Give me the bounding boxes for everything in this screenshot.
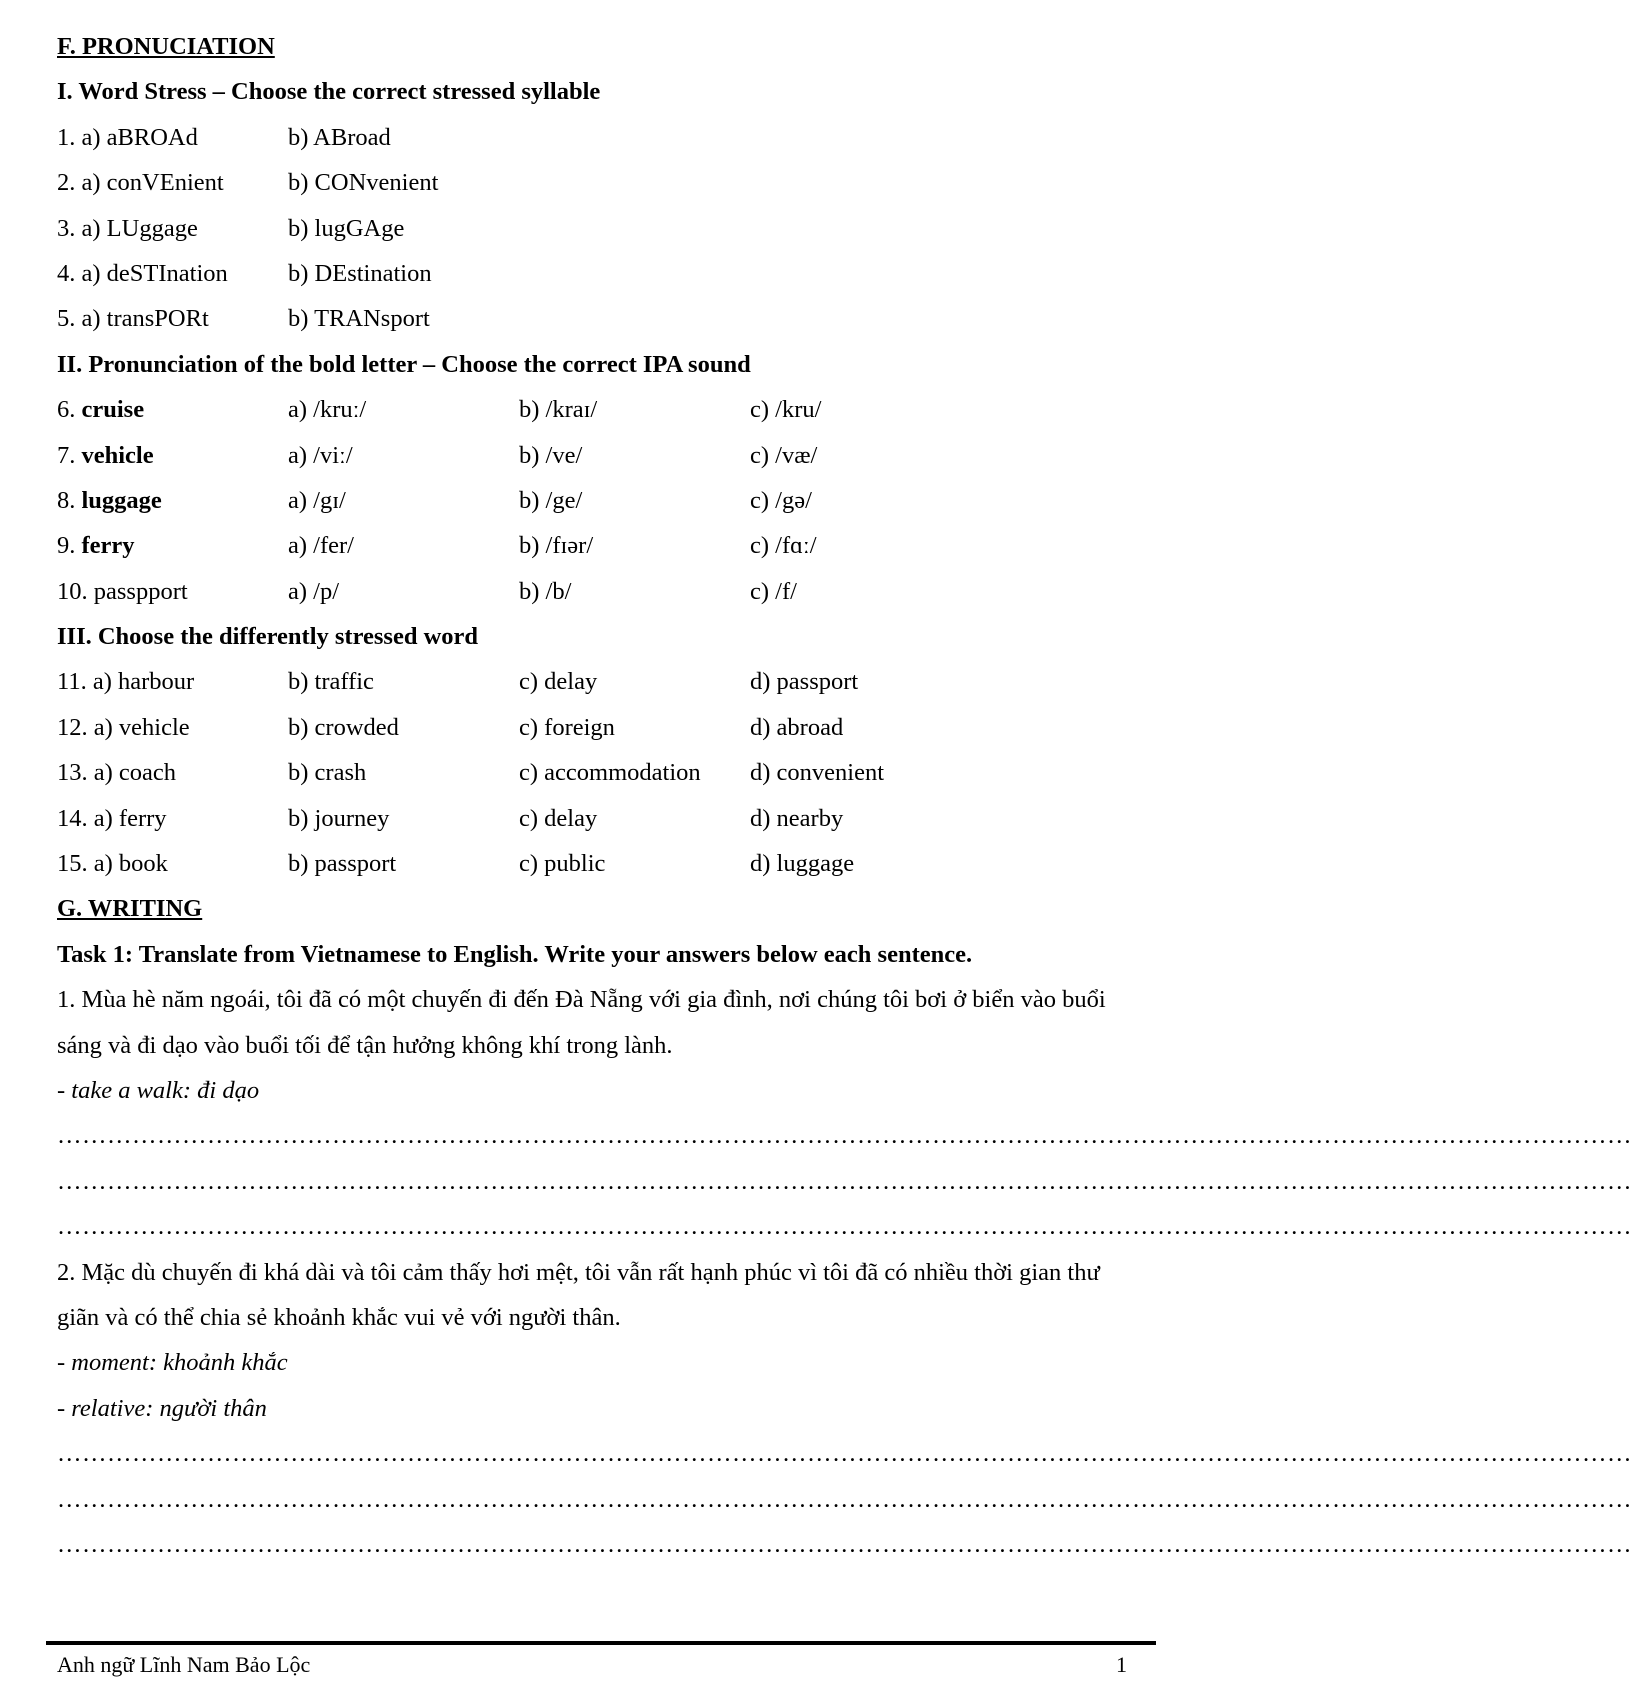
item-number: 8. (57, 486, 82, 514)
option-c: c) /væ/ (750, 441, 818, 469)
item-number: 7. (57, 441, 82, 469)
option-b: b) /kraɪ/ (519, 396, 598, 424)
stress-item (57, 160, 1147, 205)
option-b: b) /fɪər/ (519, 532, 594, 560)
answer-line[interactable]: ……………………………………………………………………………………………………………………………………………………………………… (57, 1167, 1632, 1195)
page-number: 1 (1116, 1652, 1127, 1677)
option-a: a) /kruː/ (288, 396, 367, 424)
stress-item (57, 206, 1147, 251)
vocab-hint: - moment: khoảnh khắc (57, 1349, 288, 1377)
option-b: b) TRANsport (288, 305, 430, 333)
option-c: c) delay (519, 804, 598, 832)
task1-title: Task 1: Translate from Vietnamese to English. Write your answers below each sentence. (57, 940, 973, 968)
answer-line[interactable]: ……………………………………………………………………………………………………………………………………………………………………… (57, 1440, 1632, 1468)
question-1-text: 1. Mùa hè năm ngoái, tôi đã có một chuyến đi đến Đà Nẵng với gia đình, nơi chúng tôi bơi ở biển vào buổi sáng và đi dạo vào buổi tối để tận hưởng không khí trong lành. (57, 986, 1106, 1059)
option-d: d) nearby (750, 804, 844, 832)
option-b: b) traffic (288, 668, 374, 696)
item-word: luggage (81, 486, 162, 514)
option-a: a) /viː/ (288, 441, 353, 469)
option-c: c) /f/ (750, 577, 797, 605)
option-b: b) crowded (288, 713, 399, 741)
item-word: ferry (81, 532, 135, 560)
footer-divider (46, 1641, 1156, 1645)
footer-brand: Anh ngữ Lĩnh Nam Bảo Lộc (57, 1652, 311, 1677)
option-d: d) abroad (750, 713, 844, 741)
option-b: b) ABroad (288, 123, 391, 151)
option-b: b) /ve/ (519, 441, 583, 469)
answer-line[interactable]: ……………………………………………………………………………………………………………………………………………………………………… (57, 1213, 1632, 1241)
section-g-heading: G. WRITING (57, 895, 203, 923)
option-a: 2. a) conVEnient (57, 169, 224, 197)
option-a: 13. a) coach (57, 759, 177, 787)
option-a: 5. a) transPORt (57, 305, 209, 333)
option-a: 14. a) ferry (57, 804, 167, 832)
section-f-heading: F. PRONUCIATION (57, 33, 275, 60)
option-a: 12. a) vehicle (57, 713, 190, 741)
item-number: 9. (57, 532, 82, 560)
stress-item (57, 296, 1147, 341)
option-b: b) /b/ (519, 577, 572, 605)
option-c: c) accommodation (519, 759, 701, 787)
option-b: b) crash (288, 759, 367, 787)
option-c: c) /kru/ (750, 396, 822, 424)
question-2-text: 2. Mặc dù chuyến đi khá dài và tôi cảm thấy hơi mệt, tôi vẫn rất hạnh phúc vì tôi đã có nhiều thời gian thư giãn và có thể chia sẻ khoảnh khắc vui vẻ với người thân. (57, 1258, 1100, 1331)
item-word: passpport (93, 577, 188, 605)
item-number: 10. (57, 577, 94, 605)
stress-odd-item (57, 705, 1147, 750)
stress-item (57, 251, 1147, 296)
answer-line[interactable]: ……………………………………………………………………………………………………………………………………………………………………… (57, 1485, 1632, 1513)
option-c: c) public (519, 850, 606, 878)
option-a: a) /fer/ (288, 532, 354, 560)
option-d: d) convenient (750, 759, 885, 787)
option-a: a) /gɪ/ (288, 486, 346, 514)
ipa-item (57, 523, 1147, 568)
vocab-hint: - relative: người thân (57, 1394, 267, 1422)
answer-line[interactable]: ……………………………………………………………………………………………………………………………………………………………………… (57, 1530, 1632, 1558)
part2-title: II. Pronunciation of the bold letter – Choose the correct IPA sound (57, 350, 751, 378)
option-a: 1. a) aBROAd (57, 123, 198, 151)
ipa-item (57, 569, 1147, 614)
page-footer (57, 1652, 1127, 1678)
stress-item (57, 115, 1147, 160)
option-a: a) /p/ (288, 577, 340, 605)
option-c: c) /gə/ (750, 486, 812, 514)
option-a: 4. a) deSTInation (57, 259, 228, 287)
stress-odd-item (57, 750, 1147, 795)
option-c: c) foreign (519, 713, 615, 741)
item-word: vehicle (81, 441, 154, 469)
option-b: b) /ge/ (519, 486, 583, 514)
option-b: b) journey (288, 804, 390, 832)
option-c: c) /fɑː/ (750, 532, 817, 560)
worksheet-page (57, 24, 1632, 1567)
ipa-item (57, 478, 1147, 523)
ipa-item (57, 433, 1147, 478)
option-a: 11. a) harbour (57, 668, 195, 696)
stress-odd-item (57, 659, 1147, 704)
ipa-item (57, 387, 1147, 432)
option-c: c) delay (519, 668, 598, 696)
item-word: cruise (81, 396, 145, 424)
part3-title: III. Choose the differently stressed word (57, 623, 479, 651)
part1-title: I. Word Stress – Choose the correct stressed syllable (57, 78, 601, 106)
stress-odd-item (57, 841, 1147, 886)
item-number: 6. (57, 396, 82, 424)
option-a: 3. a) LUggage (57, 214, 198, 242)
option-b: b) CONvenient (288, 169, 439, 197)
option-b: b) lugGAge (288, 214, 405, 242)
option-b: b) passport (288, 850, 397, 878)
option-a: 15. a) book (57, 850, 168, 878)
vocab-hint: - take a walk: đi dạo (57, 1077, 260, 1105)
option-b: b) DEstination (288, 259, 432, 287)
option-d: d) passport (750, 668, 859, 696)
answer-line[interactable]: ……………………………………………………………………………………………………………………………………………………………………… (57, 1122, 1632, 1150)
stress-odd-item (57, 796, 1147, 841)
option-d: d) luggage (750, 850, 855, 878)
